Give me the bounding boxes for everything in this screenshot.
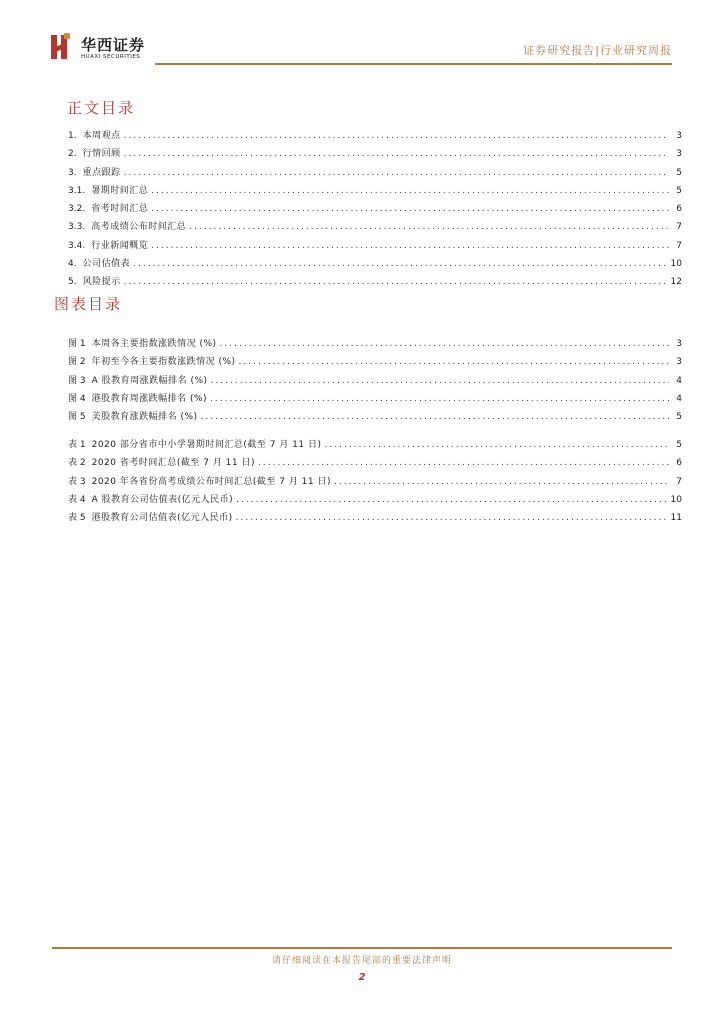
figure-toc-entry[interactable] <box>68 336 682 354</box>
toc-entry-page: 7 <box>676 476 682 487</box>
toc-entry-label: 年初至今各主要指数涨跌情况 (%) <box>91 357 236 368</box>
toc-entry-label: 2020 部分省市中小学暑期时间汇总(截至 7 月 11 日) <box>91 440 322 450</box>
figure-toc-entry[interactable] <box>68 409 682 427</box>
toc-entry-label: A 股教育公司估值表(亿元人民币) <box>91 494 234 505</box>
toc-entry[interactable] <box>68 165 682 183</box>
toc-leader-dots <box>151 241 669 251</box>
toc-leader-dots <box>325 440 669 450</box>
toc-entry[interactable] <box>68 146 682 164</box>
toc-entry-number: 图 1 <box>68 339 86 349</box>
toc-entry-page: 5 <box>676 185 682 196</box>
toc-entry-page: 3 <box>676 149 682 160</box>
toc-leader-dots <box>220 339 669 349</box>
toc-entry[interactable] <box>68 274 682 292</box>
table-toc-entry[interactable] <box>68 437 682 455</box>
toc-leader-dots <box>201 412 669 422</box>
chart-toc-title: 图表目录 <box>54 295 123 313</box>
toc-entry-label: 美股教育涨跌幅排名 (%) <box>91 412 198 423</box>
toc-entry-number: 3.4. <box>68 240 86 251</box>
toc-leader-dots <box>334 477 669 487</box>
figure-toc-entry[interactable] <box>68 354 682 372</box>
toc-entry-number: 3. <box>68 167 77 178</box>
toc-entry-number: 表 4 <box>68 494 86 505</box>
legal-disclaimer: 请仔细阅读在本报告尾部的重要法律声明 <box>271 956 452 966</box>
toc-leader-dots <box>211 376 669 386</box>
toc-leader-dots <box>210 394 669 404</box>
toc-leader-dots <box>133 259 667 269</box>
toc-entry-page: 4 <box>676 375 682 386</box>
toc-entry-number: 图 2 <box>68 357 86 368</box>
toc-entry-number: 表 1 <box>68 440 86 450</box>
toc-leader-dots <box>236 495 667 505</box>
toc-entry-number: 表 2 <box>68 458 86 469</box>
toc-leader-dots <box>124 149 669 159</box>
figure-toc-entry[interactable] <box>68 373 682 391</box>
toc-entry-label: 本周观点 <box>82 131 121 141</box>
toc-entry[interactable] <box>68 256 682 274</box>
toc-entry-label: 2020 年各省份高考成绩公布时间汇总(截至 7 月 11 日) <box>91 476 332 487</box>
toc-entry-page: 6 <box>676 204 682 215</box>
toc-entry-number: 3.1. <box>68 185 86 196</box>
toc-leader-dots <box>151 204 669 214</box>
toc-entry-label: 2020 省考时间汇总(截至 7 月 11 日) <box>91 458 256 469</box>
toc-entry-page: 10 <box>670 494 682 505</box>
toc-entry-page: 4 <box>676 393 682 404</box>
toc-entry-label: 本周各主要指数涨跌情况 (%) <box>91 339 217 349</box>
header-divider <box>155 63 672 65</box>
toc-entry-number: 5. <box>68 277 77 288</box>
toc-entry-number: 3.2. <box>68 204 86 215</box>
toc-entry[interactable] <box>68 238 682 256</box>
toc-entry-number: 3.3. <box>68 222 86 233</box>
toc-entry-label: A 股教育周涨跌幅排名 (%) <box>91 375 208 386</box>
table-toc-entry[interactable] <box>68 492 682 510</box>
toc-leader-dots <box>124 277 668 287</box>
toc-entry-label: 省考时间汇总 <box>91 204 149 215</box>
toc-entry-page: 11 <box>670 513 682 524</box>
toc-entry[interactable] <box>68 201 682 219</box>
toc-entry-number: 1. <box>68 131 77 141</box>
logo-english-name: HUAXI SECURITIES <box>81 54 141 60</box>
toc-entry-page: 3 <box>676 339 682 349</box>
toc-entry-page: 5 <box>676 440 682 450</box>
toc-entry-number: 表 3 <box>68 476 86 487</box>
toc-entry-page: 7 <box>676 240 682 251</box>
huaxi-logo-icon <box>50 33 72 60</box>
toc-entry-number: 图 3 <box>68 375 86 386</box>
toc-entry-label: 暑期时间汇总 <box>91 185 149 196</box>
toc-entry-page: 3 <box>676 131 682 141</box>
toc-leader-dots <box>124 131 669 141</box>
body-toc-title: 正文目录 <box>67 99 136 117</box>
table-toc-entry[interactable] <box>68 455 682 473</box>
toc-entry-label: 行业新闻概览 <box>91 240 149 251</box>
toc-entry-label: 高考成绩公布时间汇总 <box>91 222 187 233</box>
toc-entry-page: 5 <box>676 167 682 178</box>
page-number: 2 <box>358 972 366 983</box>
toc-entry-page: 5 <box>676 412 682 423</box>
table-toc-entry[interactable] <box>68 474 682 492</box>
toc-entry-page: 10 <box>670 259 682 270</box>
toc-entry-label: 行情回顾 <box>82 149 121 160</box>
body-toc-list <box>68 128 682 293</box>
toc-entry-label: 港股教育公司估值表(亿元人民币) <box>91 513 233 524</box>
figure-toc-entry[interactable] <box>68 391 682 409</box>
toc-leader-dots <box>151 186 669 196</box>
toc-entry-label: 重点跟踪 <box>82 167 121 178</box>
toc-entry-number: 2. <box>68 149 77 160</box>
toc-entry[interactable] <box>68 183 682 201</box>
toc-leader-dots <box>258 458 669 468</box>
toc-entry-page: 6 <box>676 458 682 469</box>
toc-leader-dots <box>189 222 669 232</box>
table-toc-entry[interactable] <box>68 510 682 528</box>
toc-leader-dots <box>236 513 668 523</box>
toc-entry-page: 12 <box>670 277 682 288</box>
toc-leader-dots <box>239 357 669 367</box>
toc-entry-page: 3 <box>676 357 682 368</box>
toc-entry-label: 风险提示 <box>82 277 121 288</box>
toc-entry[interactable] <box>68 219 682 237</box>
toc-leader-dots <box>124 168 669 178</box>
figure-toc-list <box>68 336 682 427</box>
logo-chinese-name: 华西证券 <box>81 36 146 54</box>
footer-divider <box>52 947 672 949</box>
report-type-label: 证券研究报告|行业研究周报 <box>523 44 672 57</box>
table-toc-list <box>68 437 682 528</box>
toc-entry-number: 图 5 <box>68 412 86 423</box>
toc-entry-number: 表 5 <box>68 513 86 524</box>
toc-entry-label: 港股教育周涨跌幅排名 (%) <box>91 393 208 404</box>
toc-entry-label: 公司估值表 <box>82 259 131 270</box>
toc-entry-number: 4. <box>68 259 77 270</box>
toc-entry-page: 7 <box>676 222 682 233</box>
toc-entry-number: 图 4 <box>68 393 86 404</box>
toc-entry[interactable] <box>68 128 682 146</box>
